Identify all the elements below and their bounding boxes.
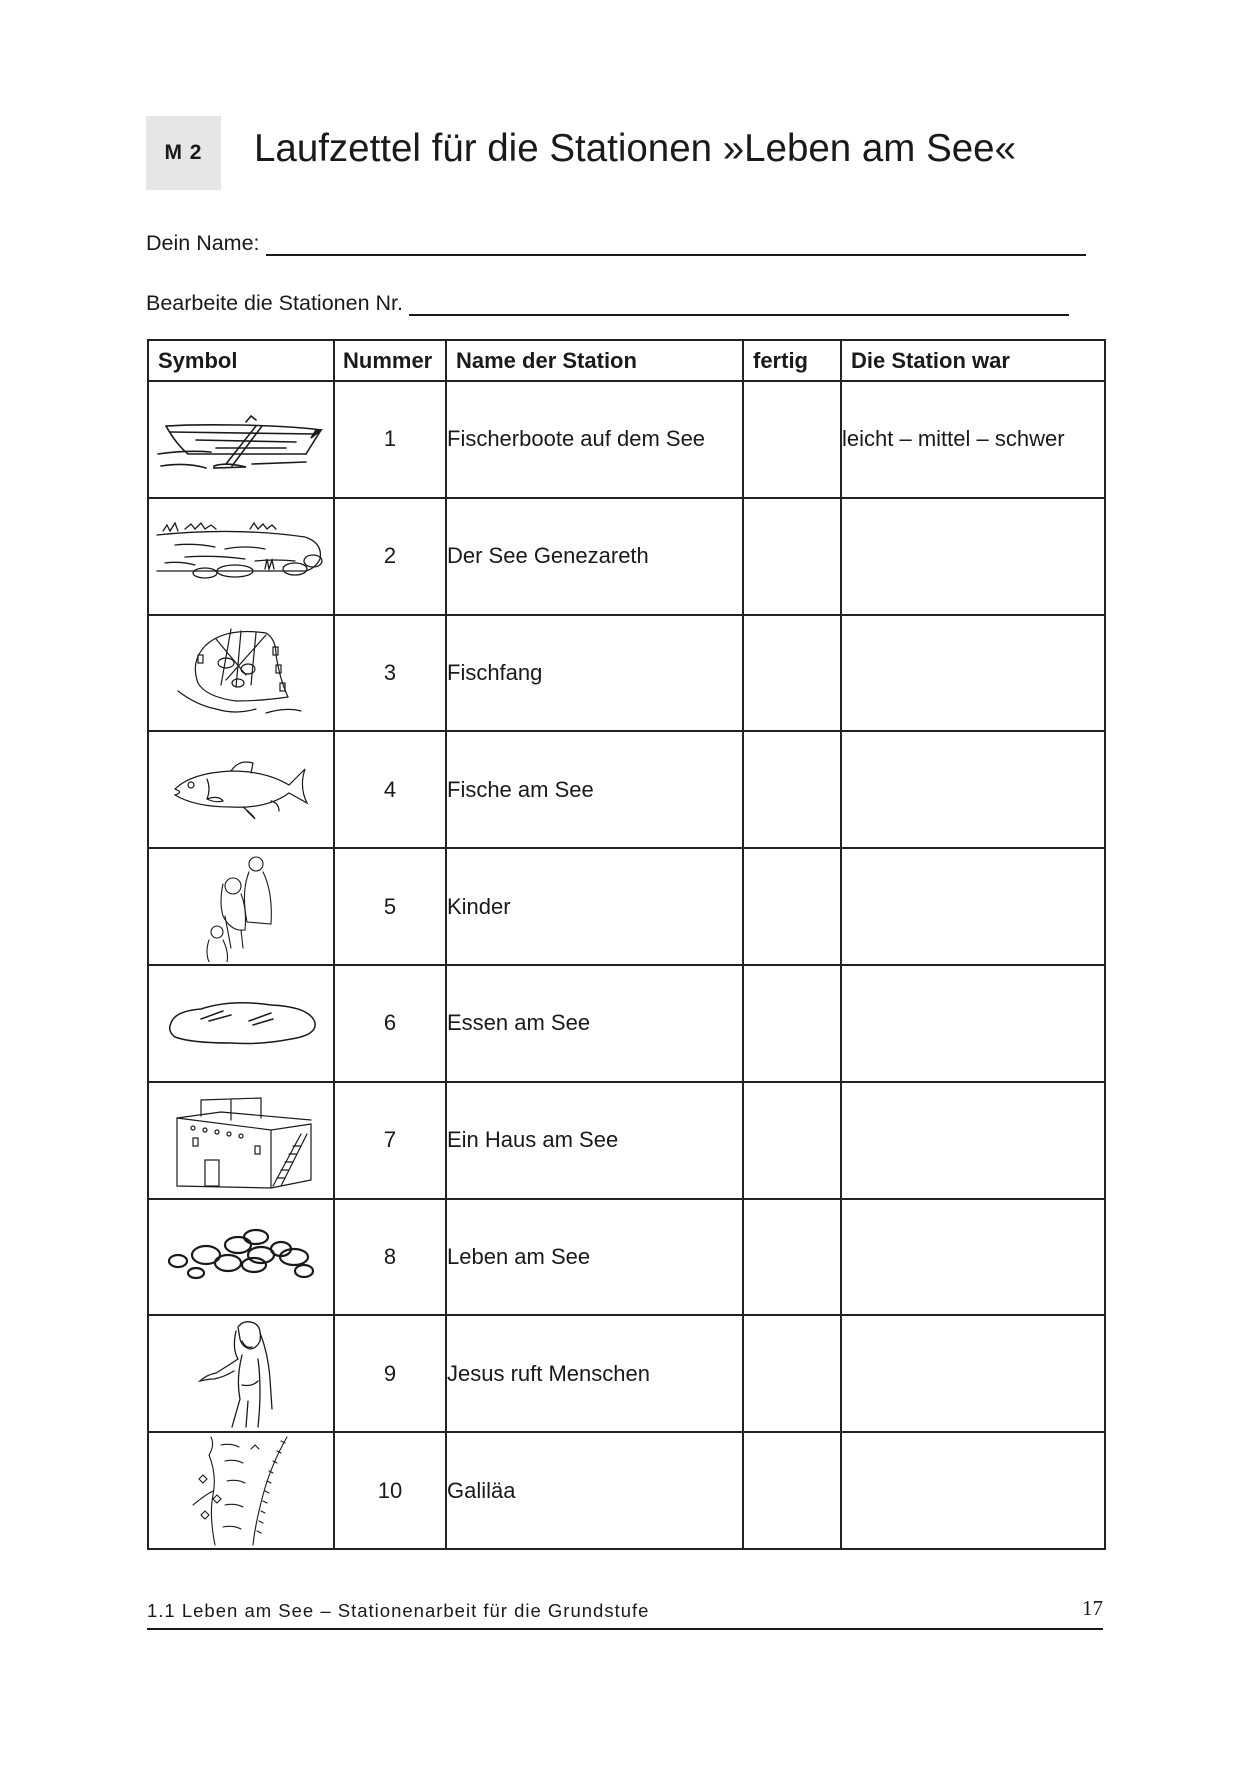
rating-cell[interactable]: [841, 1432, 1105, 1549]
done-checkbox-cell[interactable]: [743, 1432, 841, 1549]
symbol-cell: [148, 498, 334, 615]
column-header-number: Nummer: [334, 340, 446, 381]
column-header-rating: Die Station war: [841, 340, 1105, 381]
material-badge: M 2: [146, 116, 221, 190]
symbol-cell: [148, 615, 334, 732]
station-name-cell: Leben am See: [446, 1199, 743, 1316]
stations-label: Bearbeite die Stationen Nr.: [146, 291, 403, 315]
station-name-cell: Fischerboote auf dem See: [446, 381, 743, 498]
rating-cell[interactable]: [841, 498, 1105, 615]
done-checkbox-cell[interactable]: [743, 848, 841, 965]
table-row: [148, 965, 1105, 1082]
rating-cell[interactable]: [841, 1315, 1105, 1432]
station-name-cell: Essen am See: [446, 965, 743, 1082]
done-checkbox-cell[interactable]: [743, 381, 841, 498]
done-checkbox-cell[interactable]: [743, 615, 841, 732]
stones-icon: [166, 1227, 316, 1287]
table-row: [148, 615, 1105, 732]
footer-divider: [147, 1628, 1103, 1630]
table-row: [148, 381, 1105, 498]
column-header-symbol: Symbol: [148, 340, 334, 381]
symbol-cell: [148, 381, 334, 498]
footer-text: 1.1 Leben am See – Stationenarbeit für die Grundstufe: [147, 1600, 650, 1621]
station-name-cell: Fischfang: [446, 615, 743, 732]
table-row: [148, 731, 1105, 848]
symbol-cell: [148, 965, 334, 1082]
number-cell: 4: [334, 731, 446, 848]
table-row: [148, 1315, 1105, 1432]
rating-cell[interactable]: [841, 848, 1105, 965]
fish-icon: [171, 755, 311, 825]
lake-icon: [155, 521, 327, 591]
station-name-cell: Kinder: [446, 848, 743, 965]
symbol-cell: [148, 1082, 334, 1199]
done-checkbox-cell[interactable]: [743, 498, 841, 615]
symbol-cell: [148, 1315, 334, 1432]
stations-field[interactable]: [409, 294, 1069, 316]
table-row: [148, 1199, 1105, 1316]
station-name-cell: Fische am See: [446, 731, 743, 848]
number-cell: 1: [334, 381, 446, 498]
house-icon: [161, 1090, 321, 1190]
number-cell: 2: [334, 498, 446, 615]
name-field-row: [146, 230, 1086, 256]
fishing-net-icon: [176, 625, 306, 720]
table-row: [148, 498, 1105, 615]
number-cell: 8: [334, 1199, 446, 1316]
table-row: [148, 848, 1105, 965]
name-label: Dein Name:: [146, 231, 260, 255]
rating-cell[interactable]: [841, 965, 1105, 1082]
number-cell: 6: [334, 965, 446, 1082]
number-cell: 9: [334, 1315, 446, 1432]
column-header-name: Name der Station: [446, 340, 743, 381]
rating-cell[interactable]: [841, 731, 1105, 848]
symbol-cell: [148, 1199, 334, 1316]
table-row: [148, 1082, 1105, 1199]
station-name-cell: Ein Haus am See: [446, 1082, 743, 1199]
table-row: [148, 1432, 1105, 1549]
stations-field-row: [146, 290, 1069, 316]
rating-cell[interactable]: leicht – mittel – schwer: [841, 381, 1105, 498]
rowboat-icon: [156, 404, 326, 474]
symbol-cell: [148, 731, 334, 848]
page-title: Laufzettel für die Stationen »Leben am See«: [254, 127, 1016, 170]
name-field[interactable]: [266, 234, 1086, 256]
page-number: 17: [1082, 1596, 1103, 1620]
number-cell: 3: [334, 615, 446, 732]
galilee-map-icon: [191, 1435, 291, 1547]
jesus-figure-icon: [196, 1319, 286, 1429]
table-header-row: [148, 340, 1105, 381]
flatbread-icon: [161, 993, 321, 1053]
done-checkbox-cell[interactable]: [743, 1315, 841, 1432]
children-icon: [201, 852, 281, 962]
station-name-cell: Jesus ruft Menschen: [446, 1315, 743, 1432]
station-name-cell: Der See Genezareth: [446, 498, 743, 615]
number-cell: 7: [334, 1082, 446, 1199]
rating-cell[interactable]: [841, 1082, 1105, 1199]
rating-cell[interactable]: [841, 615, 1105, 732]
stations-table: [147, 339, 1106, 1550]
done-checkbox-cell[interactable]: [743, 1199, 841, 1316]
symbol-cell: [148, 1432, 334, 1549]
done-checkbox-cell[interactable]: [743, 731, 841, 848]
done-checkbox-cell[interactable]: [743, 1082, 841, 1199]
symbol-cell: [148, 848, 334, 965]
station-name-cell: Galiläa: [446, 1432, 743, 1549]
number-cell: 10: [334, 1432, 446, 1549]
done-checkbox-cell[interactable]: [743, 965, 841, 1082]
number-cell: 5: [334, 848, 446, 965]
column-header-done: fertig: [743, 340, 841, 381]
rating-cell[interactable]: [841, 1199, 1105, 1316]
